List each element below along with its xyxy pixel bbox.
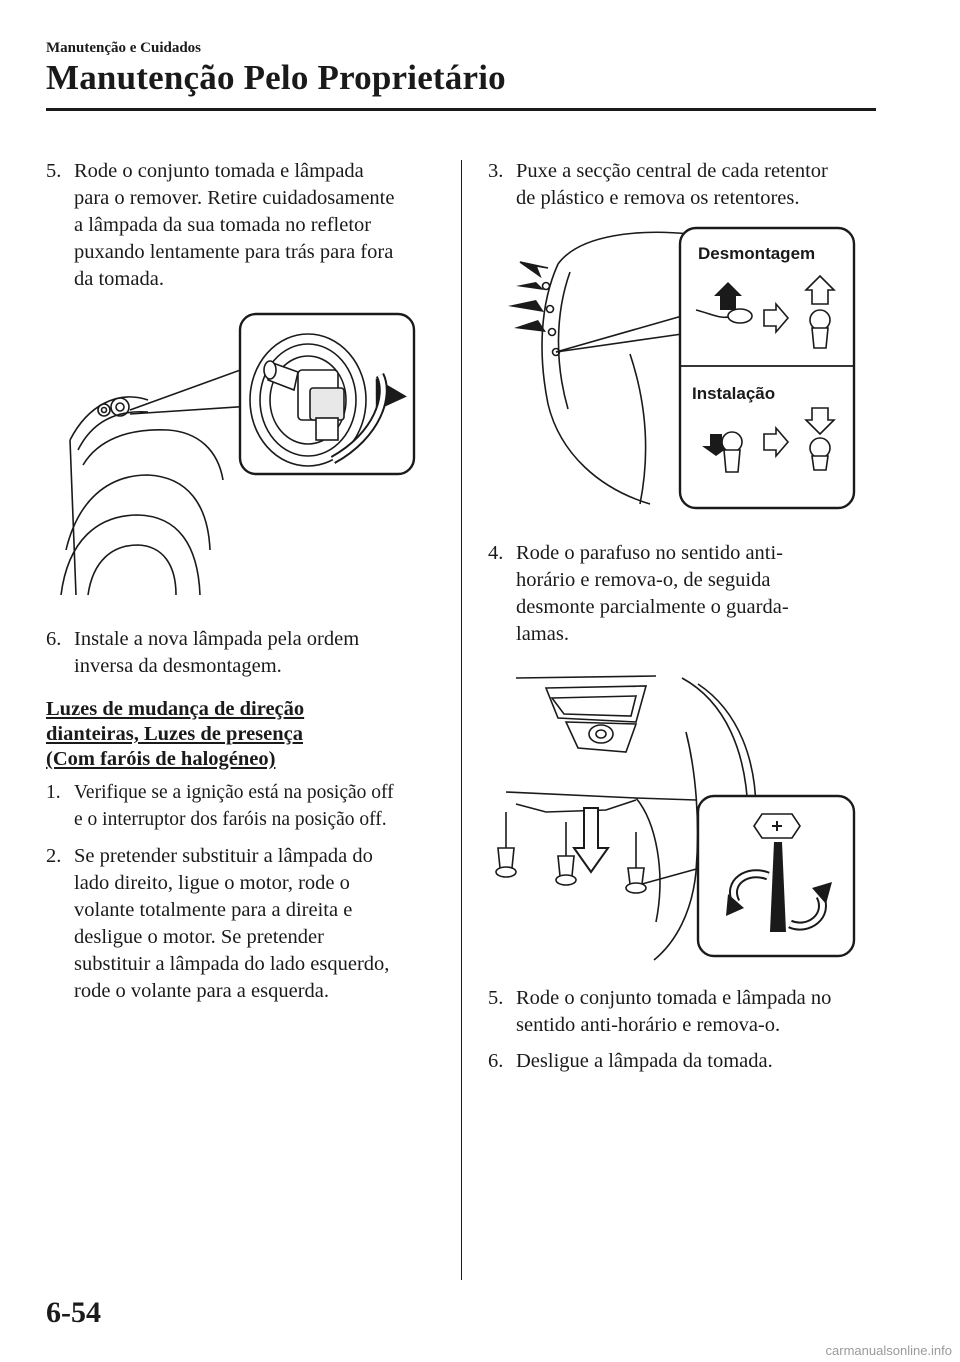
right-step-5 <box>488 985 831 1039</box>
step-text-line: Se pretender substituir a lâmpada do <box>74 845 373 867</box>
step-text-line: horário e remova-o, de seguida <box>516 569 771 591</box>
step-text-line: de plástico e remova os retentores. <box>516 187 800 209</box>
step-number: 3. <box>488 160 504 182</box>
step-text-line: Verifique se a ignição está na posição off <box>74 782 394 803</box>
step-text-line: Desligue a lâmpada da tomada. <box>516 1050 773 1072</box>
title-rule <box>46 108 876 111</box>
label-desmontagem: Desmontagem <box>698 244 816 263</box>
label-instalacao: Instalação <box>692 384 776 403</box>
step-text-line: da tomada. <box>74 268 164 290</box>
bulb-removal-figure <box>58 310 418 600</box>
watermark: carmanualsonline.info <box>825 1343 952 1358</box>
step-text-line: puxando lentamente para trás para fora <box>74 241 394 263</box>
right-step-3 <box>488 158 828 212</box>
left-step-5 <box>46 158 394 293</box>
step-text-line: sentido anti-horário e remova-o. <box>516 1014 781 1036</box>
retainer-figure <box>500 224 860 514</box>
step-number: 5. <box>488 987 504 1009</box>
step-text-line: Instale a nova lâmpada pela ordem <box>74 628 360 650</box>
subheading-line: dianteiras, Luzes de presença <box>46 723 304 745</box>
subheading-line: Luzes de mudança de direção <box>46 698 305 720</box>
step-number: 6. <box>46 628 62 650</box>
step-text-line: para o remover. Retire cuidadosamente <box>74 187 395 209</box>
step-text-line: substituir a lâmpada do lado esquerdo, <box>74 953 390 975</box>
step-text-line: Rode o parafuso no sentido anti- <box>516 542 784 564</box>
left-sub-step-1 <box>46 779 394 833</box>
step-text-line: inversa da desmontagem. <box>74 655 282 677</box>
section-label: Manutenção e Cuidados <box>46 40 202 56</box>
step-text-line: desmonte parcialmente o guarda- <box>516 596 789 618</box>
step-text-line: Rode o conjunto tomada e lâmpada <box>74 160 364 182</box>
left-step-6 <box>46 626 359 680</box>
step-text-line: Rode o conjunto tomada e lâmpada no <box>516 987 832 1009</box>
right-step-4 <box>488 540 789 648</box>
step-number: 4. <box>488 542 504 564</box>
step-number: 5. <box>46 160 62 182</box>
step-number: 1. <box>46 782 61 803</box>
step-text-line: rode o volante para a esquerda. <box>74 980 329 1002</box>
left-sub-step-2 <box>46 843 389 1005</box>
page-title: Manutenção Pelo Proprietário <box>46 58 506 97</box>
step-text-line: lamas. <box>516 623 569 645</box>
right-step-6 <box>488 1048 773 1075</box>
step-text-line: a lâmpada da sua tomada no refletor <box>74 214 372 236</box>
screw-removal-figure <box>486 672 858 962</box>
step-text-line: lado direito, ligue o motor, rode o <box>74 872 350 894</box>
page-number: 6-54 <box>46 1296 101 1329</box>
step-text-line: desligue o motor. Se pretender <box>74 926 324 948</box>
step-number: 6. <box>488 1050 504 1072</box>
column-divider <box>461 160 462 1280</box>
step-text-line: Puxe a secção central de cada retentor <box>516 160 828 182</box>
step-text-line: volante totalmente para a direita e <box>74 899 353 921</box>
step-number: 2. <box>46 845 62 867</box>
subheading-line: (Com faróis de halogéneo) <box>46 748 276 770</box>
section-subheading <box>46 697 304 772</box>
step-text-line: e o interruptor dos faróis na posição off. <box>74 809 387 830</box>
